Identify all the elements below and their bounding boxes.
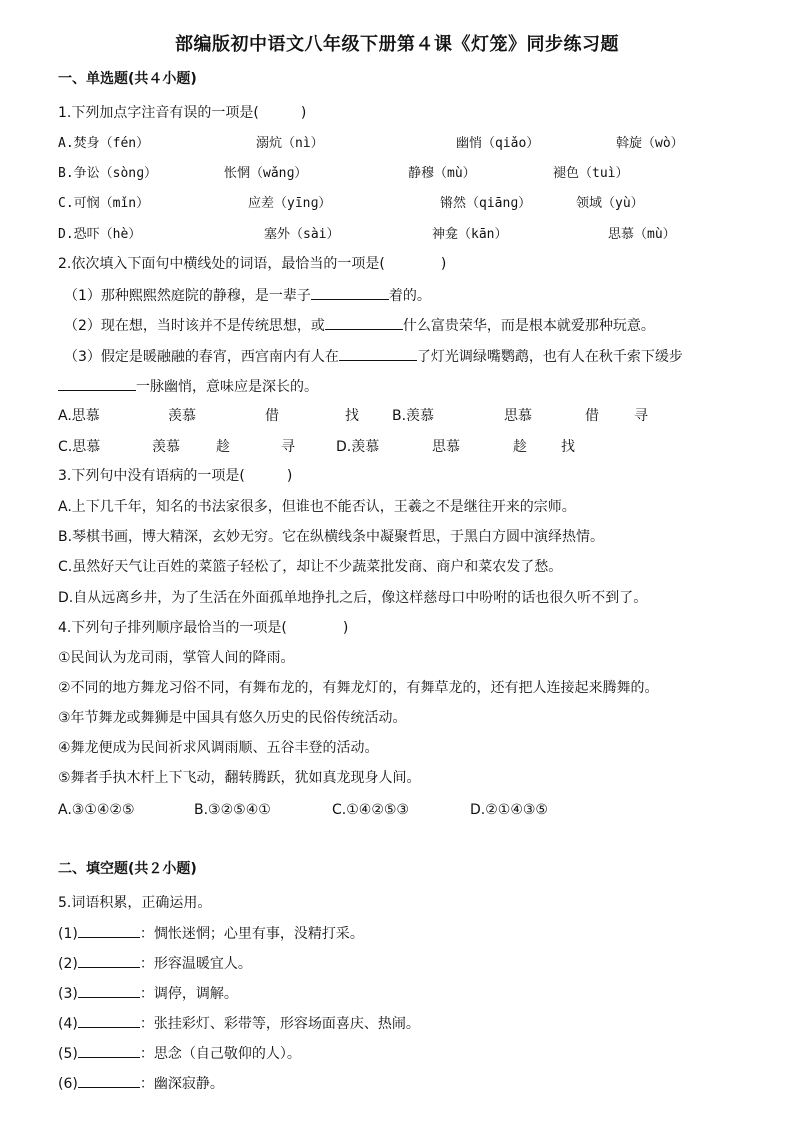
q1-option-d-4: 思慕（mù） (608, 227, 676, 242)
q1-option-a-3: 幽悄（qiǎo） (456, 136, 540, 151)
q4-option-d: D.②①④③⑤ (470, 802, 548, 818)
q2-option-a-word: 找 (345, 408, 359, 424)
q2-sentence-2: （2）现在想，当时该并不是传统思想，或 什么富贵荣华，而是根本就爱那种玩意。 (64, 315, 655, 336)
q2-option-d-word: 思慕 (432, 439, 460, 455)
q2-option-d-word: 找 (561, 439, 575, 455)
answer-blank[interactable] (78, 1073, 140, 1088)
question-1-stem: 1.下列加点字注音有误的一项是( ) (58, 105, 307, 121)
q4-option-c: C.①④②⑤③ (332, 802, 409, 818)
q2-option-a-word: 羡慕 (168, 408, 196, 424)
q3-option-d: D.自从远离乡井，为了生活在外面孤单地挣扎之后，像这样慈母口中吩咐的话也很久听不到了。 (58, 590, 648, 606)
q1-option-d: D.恐吓（hè） (58, 227, 142, 242)
q5-item-3: (3) ：调停，调解。 (58, 983, 238, 1004)
answer-blank[interactable] (78, 953, 140, 968)
q5-item-6: (6) ：幽深寂静。 (58, 1073, 224, 1094)
q4-sentence-2: ②不同的地方舞龙习俗不同，有舞布龙的，有舞龙灯的，有舞草龙的，还有把人连接起来腾舞的。 (58, 680, 659, 696)
q2-option-a: A.思慕 (58, 408, 100, 424)
answer-blank[interactable] (58, 376, 136, 391)
q2-option-c-word: 寻 (281, 439, 295, 455)
q3-option-c: C.虽然好天气让百姓的菜篮子轻松了，却让不少蔬菜批发商、商户和菜农发了愁。 (58, 559, 563, 575)
q1-option-a-2: 溺炕（nì） (256, 136, 324, 151)
q4-sentence-1: ①民间认为龙司雨，掌管人间的降雨。 (58, 650, 295, 666)
q2-option-c: C.思慕 (58, 439, 101, 455)
section-heading-fill-blank: 二、填空题(共２小题) (58, 861, 197, 877)
q3-option-b: B.琴棋书画，博大精深，玄妙无穷。它在纵横线条中凝聚哲思，于黑白方圆中演绎热情。 (58, 529, 605, 545)
q1-option-c: C.可悯（mǐn） (58, 196, 150, 211)
answer-blank[interactable] (78, 983, 140, 998)
q3-option-a: A.上下几千年，知名的书法家很多，但谁也不能否认，王羲之不是继往开来的宗师。 (58, 499, 576, 515)
q4-option-a: A.③①④②⑤ (58, 802, 135, 818)
q1-option-d-2: 塞外（sài） (264, 227, 340, 242)
answer-blank[interactable] (311, 285, 389, 300)
q2-option-b: B.羡慕 (392, 408, 435, 424)
q5-item-5: (5) ：思念（自己敬仰的人）。 (58, 1043, 301, 1064)
q2-option-d-word: 趁 (513, 439, 527, 455)
q1-option-b-2: 怅惘（wǎnɡ） (224, 166, 308, 181)
q1-option-d-3: 神龛（kān） (432, 227, 508, 242)
q2-option-a-word: 借 (265, 408, 279, 424)
q2-option-b-word: 借 (585, 408, 599, 424)
q2-sentence-3: （3）假定是暖融融的春宵，西宫南内有人在 了灯光调绿嘴鹦鹉，也有人在秋千索下缓步 (64, 346, 683, 367)
page-title: 部编版初中语文八年级下册第４课《灯笼》同步练习题 (175, 34, 619, 55)
question-3-stem: 3.下列句中没有语病的一项是( ) (58, 468, 293, 484)
q4-sentence-5: ⑤舞者手执木杆上下飞动，翻转腾跃，犹如真龙现身人间。 (58, 770, 421, 786)
q4-option-b: B.③②⑤④① (194, 802, 271, 818)
q2-option-c-word: 趁 (216, 439, 230, 455)
q1-option-b-4: 褪色（tuì） (553, 166, 629, 181)
q1-option-a-4: 斡旋（wò） (616, 136, 684, 151)
answer-blank[interactable] (78, 1043, 140, 1058)
q1-option-c-2: 应差（yīnɡ） (248, 196, 332, 211)
q1-option-c-3: 锵然（qiānɡ） (440, 196, 532, 211)
q2-sentence-3-cont: 一脉幽悄，意味应是深长的。 (58, 376, 318, 397)
q1-option-c-4: 领域（yù） (576, 196, 644, 211)
question-4-stem: 4.下列句子排列顺序最恰当的一项是( ) (58, 620, 349, 636)
q5-item-4: (4) ：张挂彩灯、彩带等，形容场面喜庆、热闹。 (58, 1013, 420, 1034)
answer-blank[interactable] (78, 1013, 140, 1028)
q2-option-b-word: 思慕 (504, 408, 532, 424)
q2-option-b-word: 寻 (634, 408, 648, 424)
question-5-stem: 5.词语积累，正确运用。 (58, 895, 212, 911)
q5-item-1: (1) ：惆怅迷惘；心里有事，没精打采。 (58, 923, 364, 944)
q1-option-b-3: 静穆（mù） (408, 166, 476, 181)
section-heading-single-choice: 一、单选题(共４小题) (58, 71, 197, 87)
q2-option-c-word: 羡慕 (152, 439, 180, 455)
q4-sentence-4: ④舞龙便成为民间祈求风调雨顺、五谷丰登的活动。 (58, 740, 379, 756)
q1-option-b: B.争讼（sònɡ） (58, 166, 157, 181)
answer-blank[interactable] (78, 923, 140, 938)
answer-blank[interactable] (339, 346, 417, 361)
q4-sentence-3: ③年节舞龙或舞狮是中国具有悠久历史的民俗传统活动。 (58, 710, 407, 726)
q2-sentence-1: （1）那种熙熙然庭院的静穆，是一辈子 着的。 (64, 285, 431, 306)
question-2-stem: 2.依次填入下面句中横线处的词语，最恰当的一项是( ) (58, 256, 447, 272)
q2-option-d: D.羡慕 (336, 439, 380, 455)
q5-item-2: (2) ：形容温暖宜人。 (58, 953, 252, 974)
q1-option-a: A.焚身（fén） (58, 136, 150, 151)
answer-blank[interactable] (325, 315, 403, 330)
